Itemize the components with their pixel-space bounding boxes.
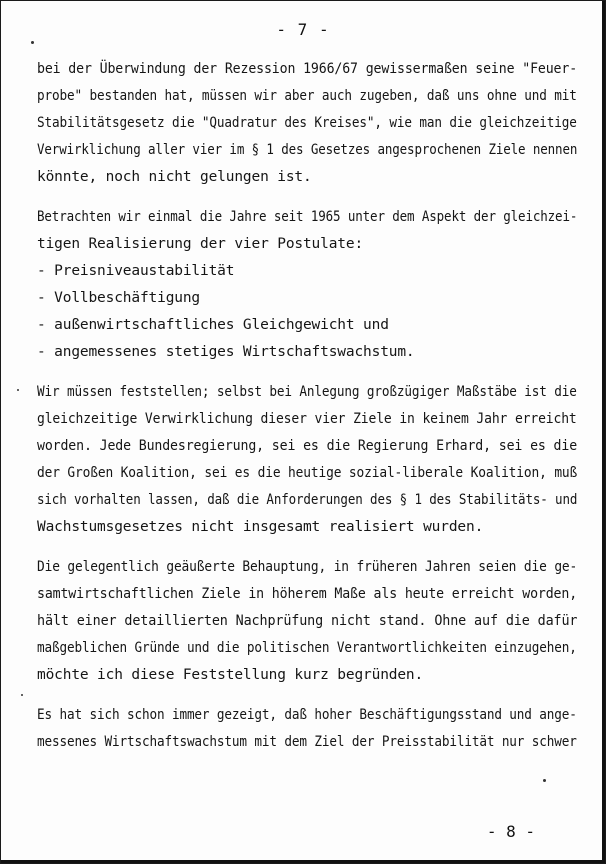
text-line: messenes Wirtschaftswachstum mit dem Ziel der Preisstabilität nur schwer xyxy=(37,734,577,750)
paragraph xyxy=(37,554,577,689)
scan-speck xyxy=(543,779,546,782)
text-line: gleichzeitige Verwirklichung dieser vier Ziele in keinem Jahr erreicht xyxy=(37,411,577,427)
text-line: worden. Jede Bundesregierung, sei es die Regierung Erhard, sei es die xyxy=(37,438,578,454)
paragraph xyxy=(37,702,577,756)
text-line: Stabilitätsgesetz die "Quadratur des Kreises", wie man die gleichzeitige xyxy=(37,115,577,131)
list-item: - Preisniveaustabilität xyxy=(37,263,235,279)
list-item: - außenwirtschaftliches Gleichgewicht und xyxy=(37,317,389,333)
document-body xyxy=(37,56,577,756)
page-number-top: - 7 - xyxy=(276,20,330,39)
text-line: Verwirklichung aller vier im § 1 des Gesetzes angesprochenen Ziele nennen xyxy=(37,142,578,158)
text-line: probe" bestanden hat, müssen wir aber auch zugeben, daß uns ohne und mit xyxy=(37,88,577,104)
paragraph xyxy=(37,204,577,366)
paragraph xyxy=(37,56,577,191)
list-item: - angemessenes stetiges Wirtschaftswachstum. xyxy=(37,344,415,360)
text-line: Die gelegentlich geäußerte Behauptung, in früheren Jahren seien die ge- xyxy=(37,559,578,575)
text-line: der Großen Koalition, sei es die heutige sozial-liberale Koalition, muß xyxy=(37,465,578,481)
text-line: tigen Realisierung der vier Postulate: xyxy=(37,236,364,252)
paragraph xyxy=(37,379,577,541)
scan-speck xyxy=(21,694,23,696)
text-line: könnte, noch nicht gelungen ist. xyxy=(37,169,312,185)
text-line: bei der Überwindung der Rezession 1966/67 gewissermaßen seine "Feuer- xyxy=(37,61,578,77)
text-line: Es hat sich schon immer gezeigt, daß hoher Beschäftigungsstand und ange- xyxy=(37,707,577,723)
text-line: Betrachten wir einmal die Jahre seit 1965 unter dem Aspekt der gleichzei- xyxy=(37,209,578,225)
text-line: hält einer detaillierten Nachprüfung nicht stand. Ohne auf die dafür xyxy=(37,613,578,629)
text-line: Wachstumsgesetzes nicht insgesamt realisiert wurden. xyxy=(37,519,484,535)
text-line: möchte ich diese Feststellung kurz begründen. xyxy=(37,667,424,683)
text-line: Wir müssen feststellen; selbst bei Anlegung großzügiger Maßstäbe ist die xyxy=(37,384,577,400)
text-line: maßgeblichen Gründe und die politischen Verantwortlichkeiten einzugehen, xyxy=(37,640,577,656)
next-page-marker: - 8 - xyxy=(486,822,535,841)
scan-speck xyxy=(31,41,34,44)
scan-speck xyxy=(17,389,19,391)
text-line: sich vorhalten lassen, daß die Anforderungen des § 1 des Stabilitäts- und xyxy=(37,492,578,508)
list-item: - Vollbeschäftigung xyxy=(37,290,201,306)
text-line: samtwirtschaftlichen Ziele in höherem Maße als heute erreicht worden, xyxy=(37,586,578,602)
